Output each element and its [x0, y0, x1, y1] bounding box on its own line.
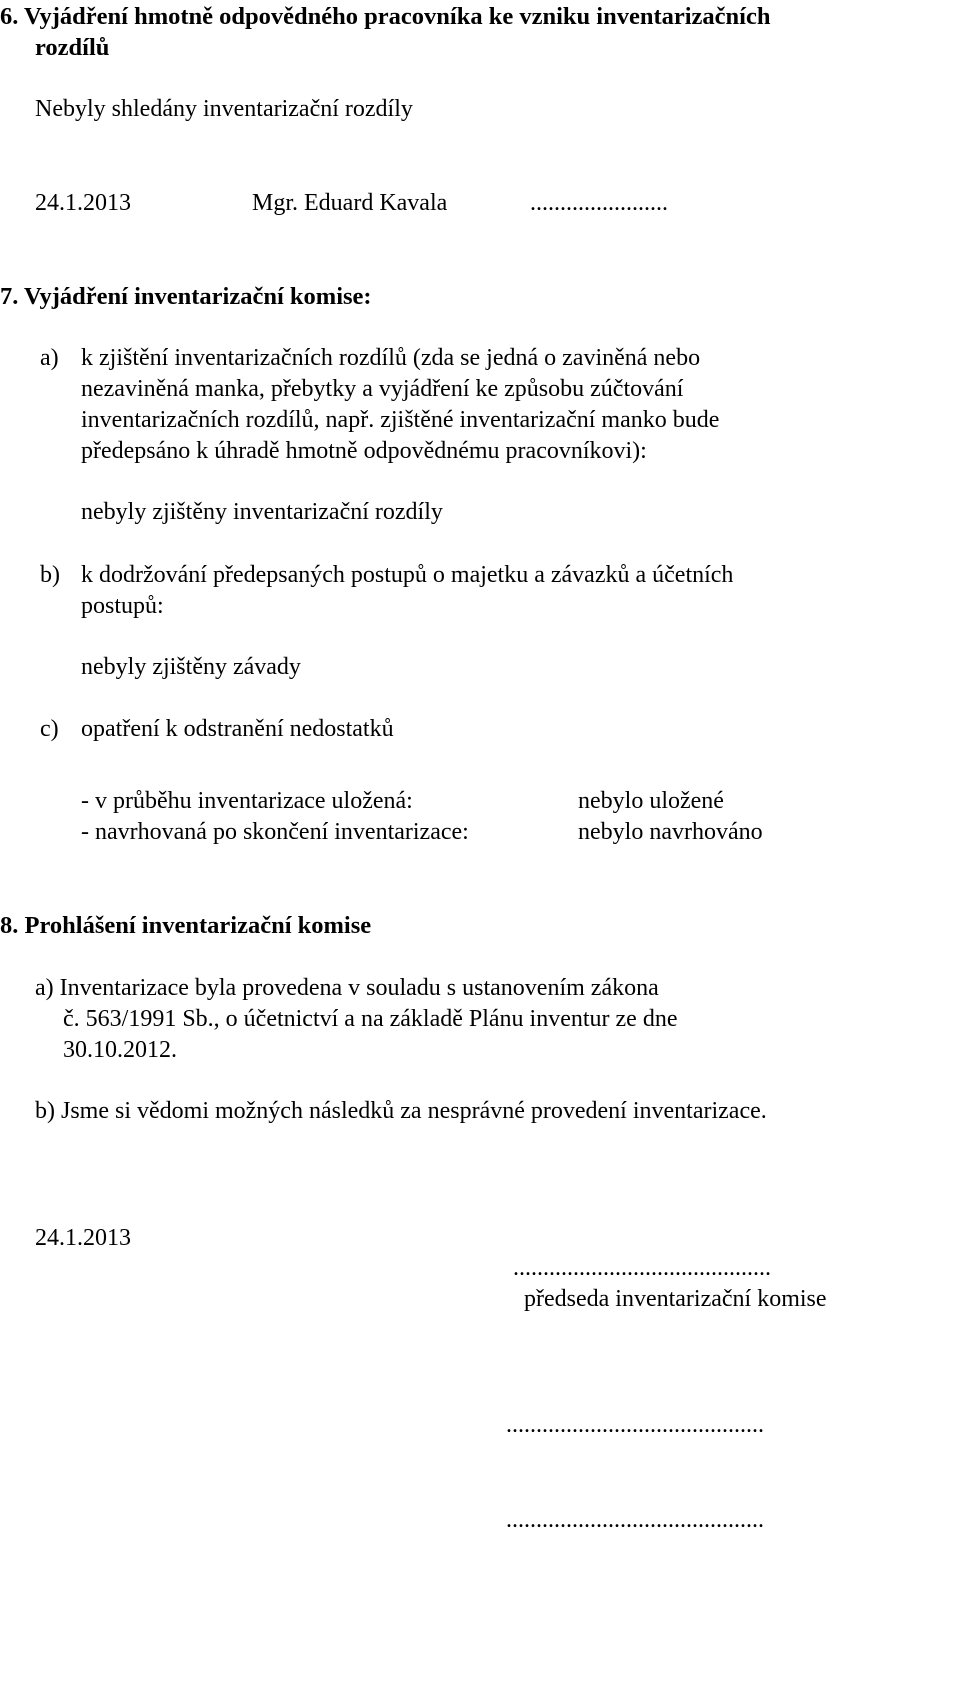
section8-a-line1: a) Inventarizace byla provedena v souladu s ustanovením zákona [35, 975, 659, 1001]
section8-date: 24.1.2013 [35, 1225, 131, 1251]
section7-a-line4: předepsáno k úhradě hmotně odpovědnému pracovníkovi): [81, 438, 647, 464]
section7-c-marker: c) [40, 716, 59, 742]
section6-name: Mgr. Eduard Kavala [252, 190, 448, 216]
section7-c-row2-label: - navrhovaná po skončení inventarizace: [81, 819, 469, 845]
section8-a-line2: č. 563/1991 Sb., o účetnictví a na základě Plánu inventur ze dne [63, 1006, 678, 1032]
section7-a-line3: inventarizačních rozdílů, např. zjištěné inventarizační manko bude [81, 407, 720, 433]
section7-a-line2: nezaviněná manka, přebytky a vyjádření ke způsobu zúčtování [81, 376, 684, 402]
section8-signature-line-1: ........................................... [513, 1255, 771, 1281]
section7-a-marker: a) [40, 345, 59, 371]
section8-heading: 8. Prohlášení inventarizační komise [0, 912, 372, 939]
section8-signature-line-3: ........................................... [506, 1507, 764, 1533]
section7-b-line2: postupů: [81, 593, 164, 619]
section7-c-row1-label: - v průběhu inventarizace uložená: [81, 788, 413, 814]
section7-b-line1: k dodržování předepsaných postupů o majetku a závazků a účetních [81, 562, 734, 588]
section7-a-line1: k zjištění inventarizačních rozdílů (zda se jedná o zaviněná nebo [81, 345, 701, 371]
section7-b-answer: nebyly zjištěny závady [81, 654, 301, 680]
section8-a-line3: 30.10.2012. [63, 1037, 177, 1063]
section7-c-text: opatření k odstranění nedostatků [81, 716, 394, 742]
section6-statement: Nebyly shledány inventarizační rozdíly [35, 96, 413, 122]
section7-b-marker: b) [40, 562, 60, 588]
section7-heading: 7. Vyjádření inventarizační komise: [0, 283, 372, 310]
section7-c-row2-value: nebylo navrhováno [578, 819, 763, 845]
section7-a-answer: nebyly zjištěny inventarizační rozdíly [81, 499, 443, 525]
section7-c-row1-value: nebylo uložené [578, 788, 724, 814]
section8-b-text: b) Jsme si vědomi možných následků za nesprávné provedení inventarizace. [35, 1098, 767, 1124]
section6-signature-line: ....................... [530, 190, 668, 216]
section8-signature-line-2: ........................................... [506, 1412, 764, 1438]
section6-date: 24.1.2013 [35, 190, 131, 216]
section6-heading-line1: 6. Vyjádření hmotně odpovědného pracovníka ke vzniku inventarizačních [0, 3, 771, 30]
section8-chair-label: předseda inventarizační komise [524, 1286, 827, 1312]
section6-heading-line2: rozdílů [35, 34, 110, 61]
